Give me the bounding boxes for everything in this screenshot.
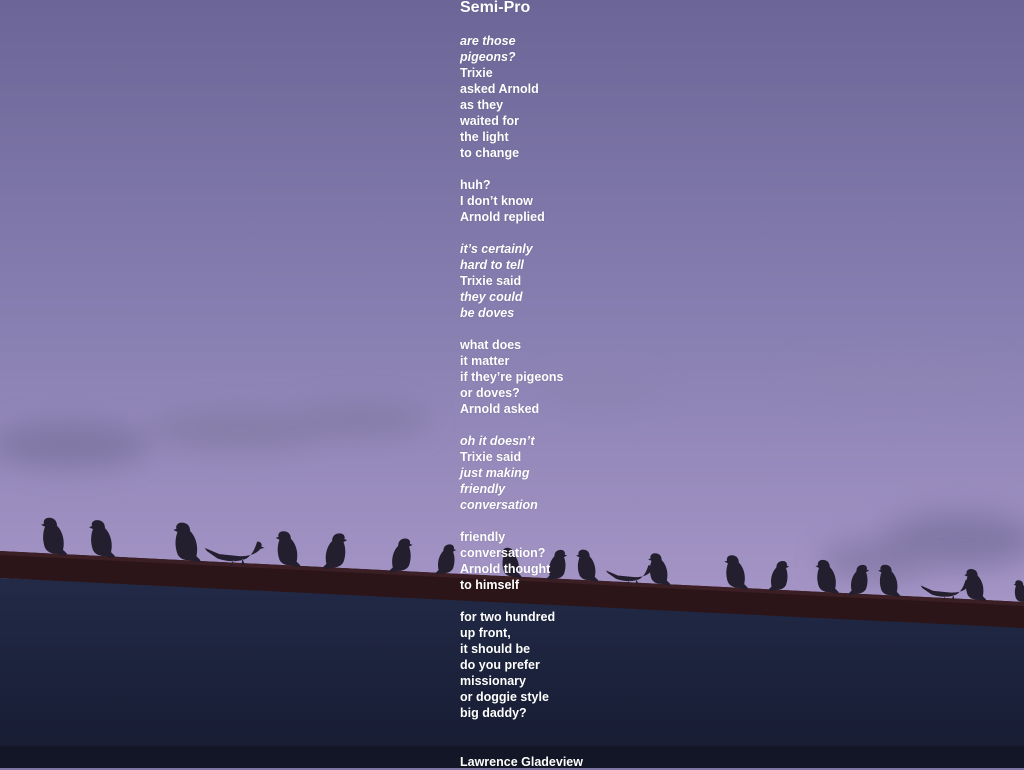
poem-line: Trixie <box>460 66 493 80</box>
poem-line: hard to tell <box>460 258 524 272</box>
poem-line: conversation? <box>460 546 546 560</box>
poem-line: what does <box>460 338 522 352</box>
poem-line: or doggie style <box>460 690 549 704</box>
poem-stanzas <box>460 33 760 721</box>
poem-stanza <box>460 241 760 321</box>
poem-stanza <box>460 433 760 513</box>
poem-stanza <box>460 529 760 593</box>
poem-line: I don’t know <box>460 194 533 208</box>
poem-line: waited for <box>460 114 520 128</box>
poem-stanza <box>460 609 760 721</box>
poem-line: friendly <box>460 482 506 496</box>
poem-line: pigeons? <box>460 50 516 64</box>
poem-line: missionary <box>460 674 527 688</box>
poem-line: they could <box>460 290 523 304</box>
poem-line: as they <box>460 98 504 112</box>
poem-stanza <box>460 177 760 225</box>
poem-stanza <box>460 337 760 417</box>
poem-line: to change <box>460 146 520 160</box>
poem-line: the light <box>460 130 509 144</box>
poem-line: be doves <box>460 306 515 320</box>
poem-line: it should be <box>460 642 531 656</box>
poem-author: Lawrence Gladeview <box>460 755 583 769</box>
poem-line: just making <box>460 466 530 480</box>
poem-line: for two hundred <box>460 610 556 624</box>
poem-line: big daddy? <box>460 706 527 720</box>
poem-line: Trixie said <box>460 450 522 464</box>
poem-line: Arnold asked <box>460 402 540 416</box>
poem-line: Arnold replied <box>460 210 545 224</box>
poem-line: to himself <box>460 578 520 592</box>
poem-line: if they’re pigeons <box>460 370 564 384</box>
poem-line: Trixie said <box>460 274 522 288</box>
poem-line: asked Arnold <box>460 82 539 96</box>
poem-line: it matter <box>460 354 510 368</box>
poem-line: do you prefer <box>460 658 540 672</box>
poem-line: friendly <box>460 530 506 544</box>
poem-stanza <box>460 33 760 161</box>
poem-line: it’s certainly <box>460 242 533 256</box>
poem-line: up front, <box>460 626 511 640</box>
poem-line: conversation <box>460 498 538 512</box>
poem-line: or doves? <box>460 386 520 400</box>
poem-line: Arnold thought <box>460 562 551 576</box>
poem-title: Semi-Pro <box>460 0 531 16</box>
poem-line: are those <box>460 34 516 48</box>
poem-line: huh? <box>460 178 491 192</box>
poem <box>460 0 760 769</box>
poem-line: oh it doesn’t <box>460 434 535 448</box>
